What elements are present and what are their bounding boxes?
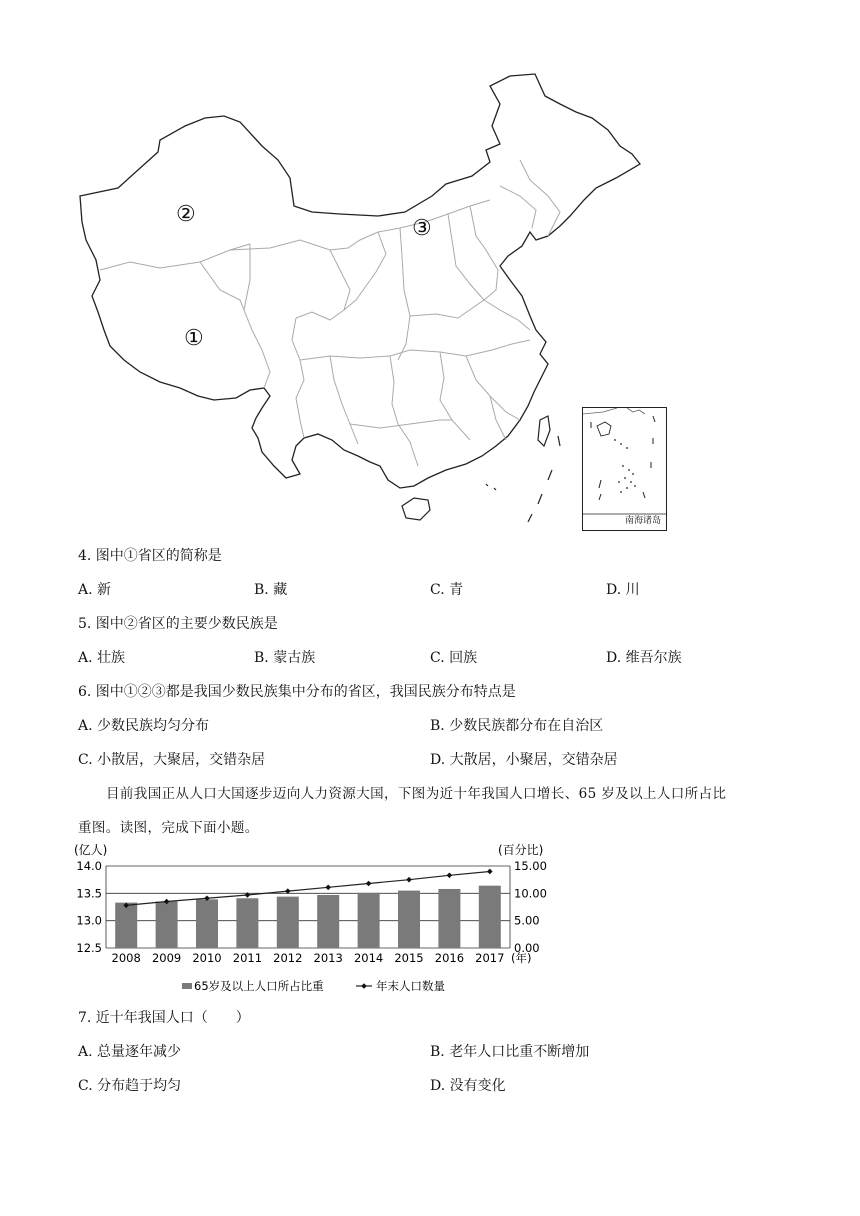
nine-dash-line — [0, 0, 860, 540]
x-tick-label: 2012 — [273, 951, 303, 965]
bar-2011 — [236, 898, 258, 948]
left-tick-label: 12.5 — [76, 941, 102, 955]
map-label-two: ② — [176, 202, 196, 227]
line-point-2014 — [366, 881, 372, 887]
bar-2014 — [358, 893, 380, 948]
right-axis-label: (百分比) — [498, 843, 544, 857]
legend-line-label: 年末人口数量 — [376, 979, 445, 993]
x-tick-label: 2009 — [151, 951, 182, 965]
bar-2008 — [115, 903, 137, 948]
x-tick-label: 2011 — [232, 951, 263, 965]
legend-bar-label: 65岁及以上人口所占比重 — [194, 979, 324, 993]
right-tick-label: 10.00 — [514, 886, 547, 901]
right-tick-label: 5.00 — [514, 913, 540, 928]
x-tick-label: 2013 — [313, 951, 343, 965]
legend-bar-swatch — [182, 983, 192, 989]
q7-option-d[interactable]: D. 没有变化 — [430, 1078, 506, 1094]
intro-line-2: 重图。读图，完成下面小题。 — [78, 820, 259, 836]
population-line — [126, 871, 490, 905]
bar-2017 — [479, 886, 501, 948]
q7-option-c[interactable]: C. 分布趋于均匀 — [78, 1078, 182, 1094]
line-point-2015 — [406, 877, 412, 883]
map-label-one: ① — [184, 326, 204, 351]
line-point-2016 — [447, 872, 453, 878]
south-china-sea-inset — [582, 407, 667, 531]
map-label-three: ③ — [412, 216, 432, 241]
q5-option-c[interactable]: C. 回族 — [430, 650, 478, 666]
q5-option-b[interactable]: B. 蒙古族 — [254, 650, 316, 666]
x-tick-label: 2008 — [111, 951, 141, 965]
bar-2013 — [317, 895, 339, 948]
inset-label: 南海诸岛 — [625, 516, 662, 526]
left-axis-label: (亿人) — [74, 843, 108, 857]
left-tick-label: 13.5 — [76, 886, 102, 901]
question-6-stem: 6. 图中①②③都是我国少数民族集中分布的省区，我国民族分布特点是 — [78, 684, 516, 700]
x-tick-label: 2014 — [353, 951, 384, 965]
q7-option-a[interactable]: A. 总量逐年减少 — [78, 1044, 182, 1060]
q6-option-a[interactable]: A. 少数民族均匀分布 — [78, 718, 210, 734]
left-tick-label: 14.0 — [76, 859, 102, 873]
bar-2010 — [196, 899, 218, 948]
question-7-stem: 7. 近十年我国人口（ ） — [78, 1010, 250, 1026]
q4-option-c[interactable]: C. 青 — [430, 582, 464, 598]
bar-2015 — [398, 891, 420, 948]
left-tick-label: 13.0 — [76, 913, 102, 928]
q6-option-c[interactable]: C. 小散居，大聚居，交错杂居 — [78, 752, 266, 768]
q6-option-b[interactable]: B. 少数民族都分布在自治区 — [430, 718, 604, 734]
line-point-2017 — [487, 869, 493, 875]
intro-line-1: 目前我国正从人口大国逐步迈向人力资源大国，下图为近十年我国人口增长、65 岁及以上人口所占比 — [106, 786, 727, 802]
line-point-2013 — [325, 885, 331, 891]
q5-option-d[interactable]: D. 维吾尔族 — [606, 650, 682, 666]
bar-2009 — [156, 902, 178, 948]
q4-option-a[interactable]: A. 新 — [78, 582, 112, 598]
population-chart — [70, 840, 560, 1000]
q4-option-d[interactable]: D. 川 — [606, 582, 640, 598]
x-tick-label: 2015 — [394, 951, 424, 965]
x-axis-unit: (年) — [511, 951, 532, 965]
x-tick-label: 2010 — [192, 951, 222, 965]
right-tick-label: 15.00 — [514, 859, 547, 873]
x-tick-label: 2017 — [475, 951, 505, 965]
inset-map — [583, 408, 666, 530]
q7-option-b[interactable]: B. 老年人口比重不断增加 — [430, 1044, 590, 1060]
q6-option-d[interactable]: D. 大散居，小聚居，交错杂居 — [430, 752, 618, 768]
legend-line-marker — [361, 983, 367, 989]
x-tick-label: 2016 — [434, 951, 465, 965]
question-4-stem: 4. 图中①省区的简称是 — [78, 548, 222, 564]
bar-2016 — [438, 889, 460, 948]
q5-option-a[interactable]: A. 壮族 — [78, 650, 126, 666]
bar-2012 — [277, 897, 299, 948]
right-tick-label: 0.00 — [514, 941, 540, 955]
q4-option-b[interactable]: B. 藏 — [254, 582, 288, 598]
question-5-stem: 5. 图中②省区的主要少数民族是 — [78, 616, 278, 632]
